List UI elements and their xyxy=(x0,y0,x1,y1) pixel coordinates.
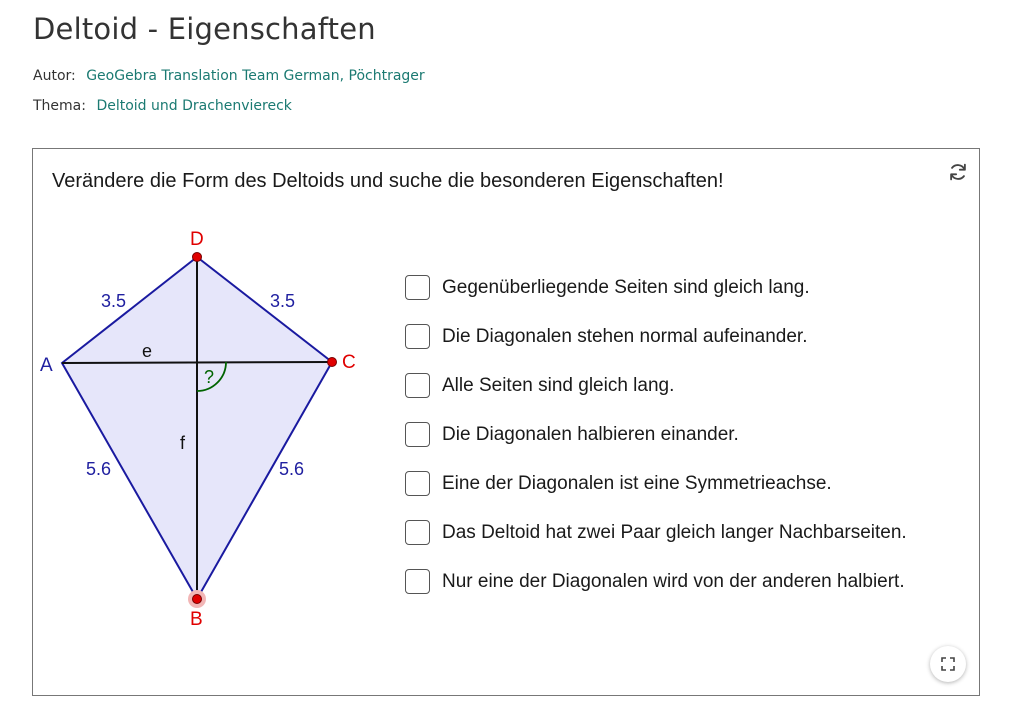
fullscreen-button[interactable] xyxy=(930,646,966,682)
side-ad-length: 3.5 xyxy=(101,291,127,311)
topic-row xyxy=(33,98,292,114)
checkbox-item[interactable] xyxy=(405,459,907,508)
geogebra-applet[interactable] xyxy=(32,148,980,696)
checkbox-item[interactable] xyxy=(405,361,907,410)
point-d[interactable] xyxy=(193,253,202,262)
label-c: C xyxy=(342,352,356,373)
checkbox-label[interactable]: Eine der Diagonalen ist eine Symmetrieachse. xyxy=(442,472,832,494)
checkbox[interactable] xyxy=(405,373,430,398)
checkbox[interactable] xyxy=(405,471,430,496)
side-dc-length: 3.5 xyxy=(270,291,296,311)
checkbox-item[interactable] xyxy=(405,508,907,557)
point-b[interactable] xyxy=(193,595,202,604)
author-link[interactable]: GeoGebra Translation Team German, Pöchtrager xyxy=(86,68,425,84)
author-label: Autor: xyxy=(33,68,76,84)
label-a: A xyxy=(40,355,53,376)
property-checklist xyxy=(405,263,907,606)
author-row xyxy=(33,68,425,84)
side-ab-length: 5.6 xyxy=(86,459,112,479)
refresh-icon xyxy=(947,161,969,183)
fullscreen-icon xyxy=(940,656,956,672)
topic-link[interactable]: Deltoid und Drachenviereck xyxy=(96,98,292,114)
reset-button[interactable] xyxy=(945,159,971,185)
diagonal-e-label: e xyxy=(142,341,153,361)
kite-figure[interactable] xyxy=(33,149,413,649)
checkbox-item[interactable] xyxy=(405,557,907,606)
checkbox-label[interactable]: Das Deltoid hat zwei Paar gleich langer Nachbarseiten. xyxy=(442,521,907,543)
checkbox-label[interactable]: Alle Seiten sind gleich lang. xyxy=(442,374,675,396)
checkbox[interactable] xyxy=(405,324,430,349)
topic-label: Thema: xyxy=(33,98,86,114)
angle-label: ? xyxy=(204,367,215,387)
point-c[interactable] xyxy=(328,358,337,367)
checkbox[interactable] xyxy=(405,520,430,545)
checkbox[interactable] xyxy=(405,422,430,447)
page-title: Deltoid - Eigenschaften xyxy=(33,12,376,46)
checkbox[interactable] xyxy=(405,275,430,300)
checkbox-label[interactable]: Die Diagonalen halbieren einander. xyxy=(442,423,739,445)
checkbox-item[interactable] xyxy=(405,263,907,312)
checkbox-item[interactable] xyxy=(405,312,907,361)
checkbox[interactable] xyxy=(405,569,430,594)
label-b: B xyxy=(190,609,203,630)
checkbox-item[interactable] xyxy=(405,410,907,459)
applet-instruction: Verändere die Form des Deltoids und suche die besonderen Eigenschaften! xyxy=(52,170,724,192)
side-cb-length: 5.6 xyxy=(279,459,305,479)
diagonal-f-label: f xyxy=(180,433,186,453)
label-d: D xyxy=(190,229,204,250)
checkbox-label[interactable]: Die Diagonalen stehen normal aufeinander. xyxy=(442,325,808,347)
checkbox-label[interactable]: Nur eine der Diagonalen wird von der anderen halbiert. xyxy=(442,570,905,592)
checkbox-label[interactable]: Gegenüberliegende Seiten sind gleich lang. xyxy=(442,276,810,298)
